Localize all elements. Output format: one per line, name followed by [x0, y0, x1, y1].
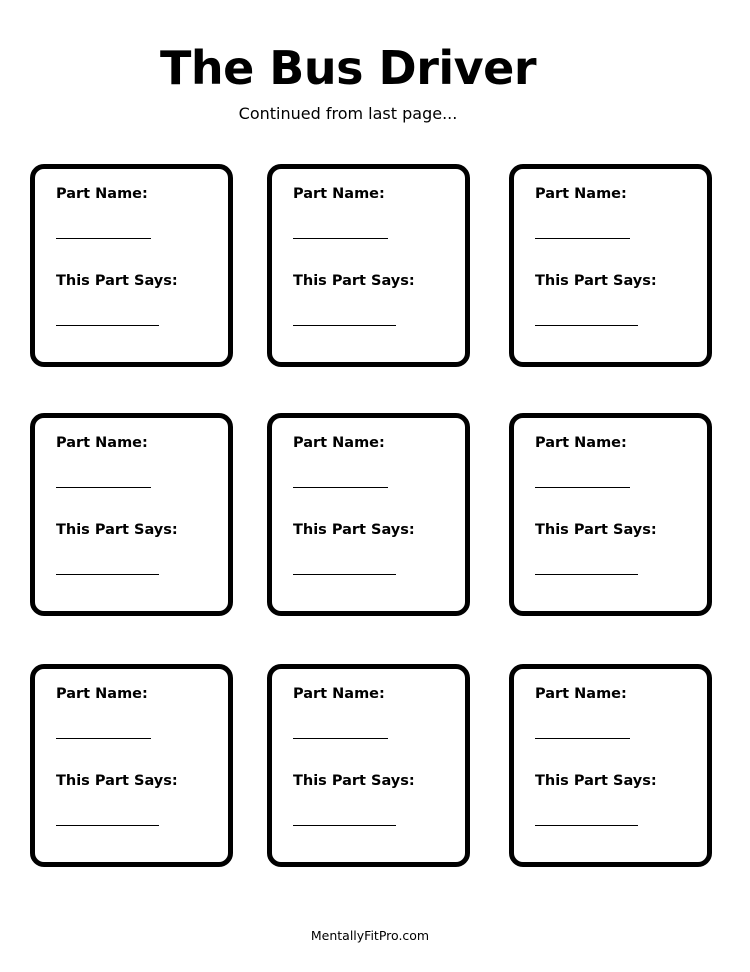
part-name-label: Part Name: [535, 186, 627, 202]
part-name-blank-line[interactable] [535, 238, 630, 239]
part-says-label: This Part Says: [535, 273, 657, 289]
part-says-label: This Part Says: [293, 522, 415, 538]
part-name-blank-line[interactable] [293, 238, 388, 239]
part-name-label: Part Name: [535, 686, 627, 702]
page-title: The Bus Driver [159, 41, 537, 95]
part-name-label: Part Name: [56, 435, 148, 451]
part-card [509, 164, 712, 367]
part-says-blank-line[interactable] [56, 825, 159, 826]
page-footer: MentallyFitPro.com [310, 928, 430, 943]
part-says-blank-line[interactable] [535, 574, 638, 575]
part-name-label: Part Name: [56, 686, 148, 702]
part-says-blank-line[interactable] [293, 825, 396, 826]
part-name-label: Part Name: [293, 186, 385, 202]
part-name-blank-line[interactable] [56, 487, 151, 488]
part-name-blank-line[interactable] [56, 238, 151, 239]
part-name-label: Part Name: [535, 435, 627, 451]
part-says-label: This Part Says: [56, 773, 178, 789]
part-card [30, 664, 233, 867]
part-says-label: This Part Says: [293, 273, 415, 289]
part-card [267, 664, 470, 867]
part-card [267, 413, 470, 616]
part-name-label: Part Name: [56, 186, 148, 202]
part-name-label: Part Name: [293, 686, 385, 702]
part-says-label: This Part Says: [535, 773, 657, 789]
part-name-label: Part Name: [293, 435, 385, 451]
part-name-blank-line[interactable] [535, 738, 630, 739]
part-says-blank-line[interactable] [56, 574, 159, 575]
page-subtitle: Continued from last page... [238, 104, 458, 123]
part-name-blank-line[interactable] [293, 487, 388, 488]
part-card [30, 413, 233, 616]
part-card [509, 413, 712, 616]
part-card [267, 164, 470, 367]
part-says-label: This Part Says: [535, 522, 657, 538]
part-says-label: This Part Says: [293, 773, 415, 789]
part-name-blank-line[interactable] [56, 738, 151, 739]
part-says-blank-line[interactable] [56, 325, 159, 326]
part-card [30, 164, 233, 367]
part-card [509, 664, 712, 867]
part-name-blank-line[interactable] [535, 487, 630, 488]
part-says-blank-line[interactable] [293, 325, 396, 326]
part-says-blank-line[interactable] [535, 825, 638, 826]
part-says-label: This Part Says: [56, 273, 178, 289]
part-says-blank-line[interactable] [293, 574, 396, 575]
part-says-blank-line[interactable] [535, 325, 638, 326]
part-says-label: This Part Says: [56, 522, 178, 538]
part-name-blank-line[interactable] [293, 738, 388, 739]
